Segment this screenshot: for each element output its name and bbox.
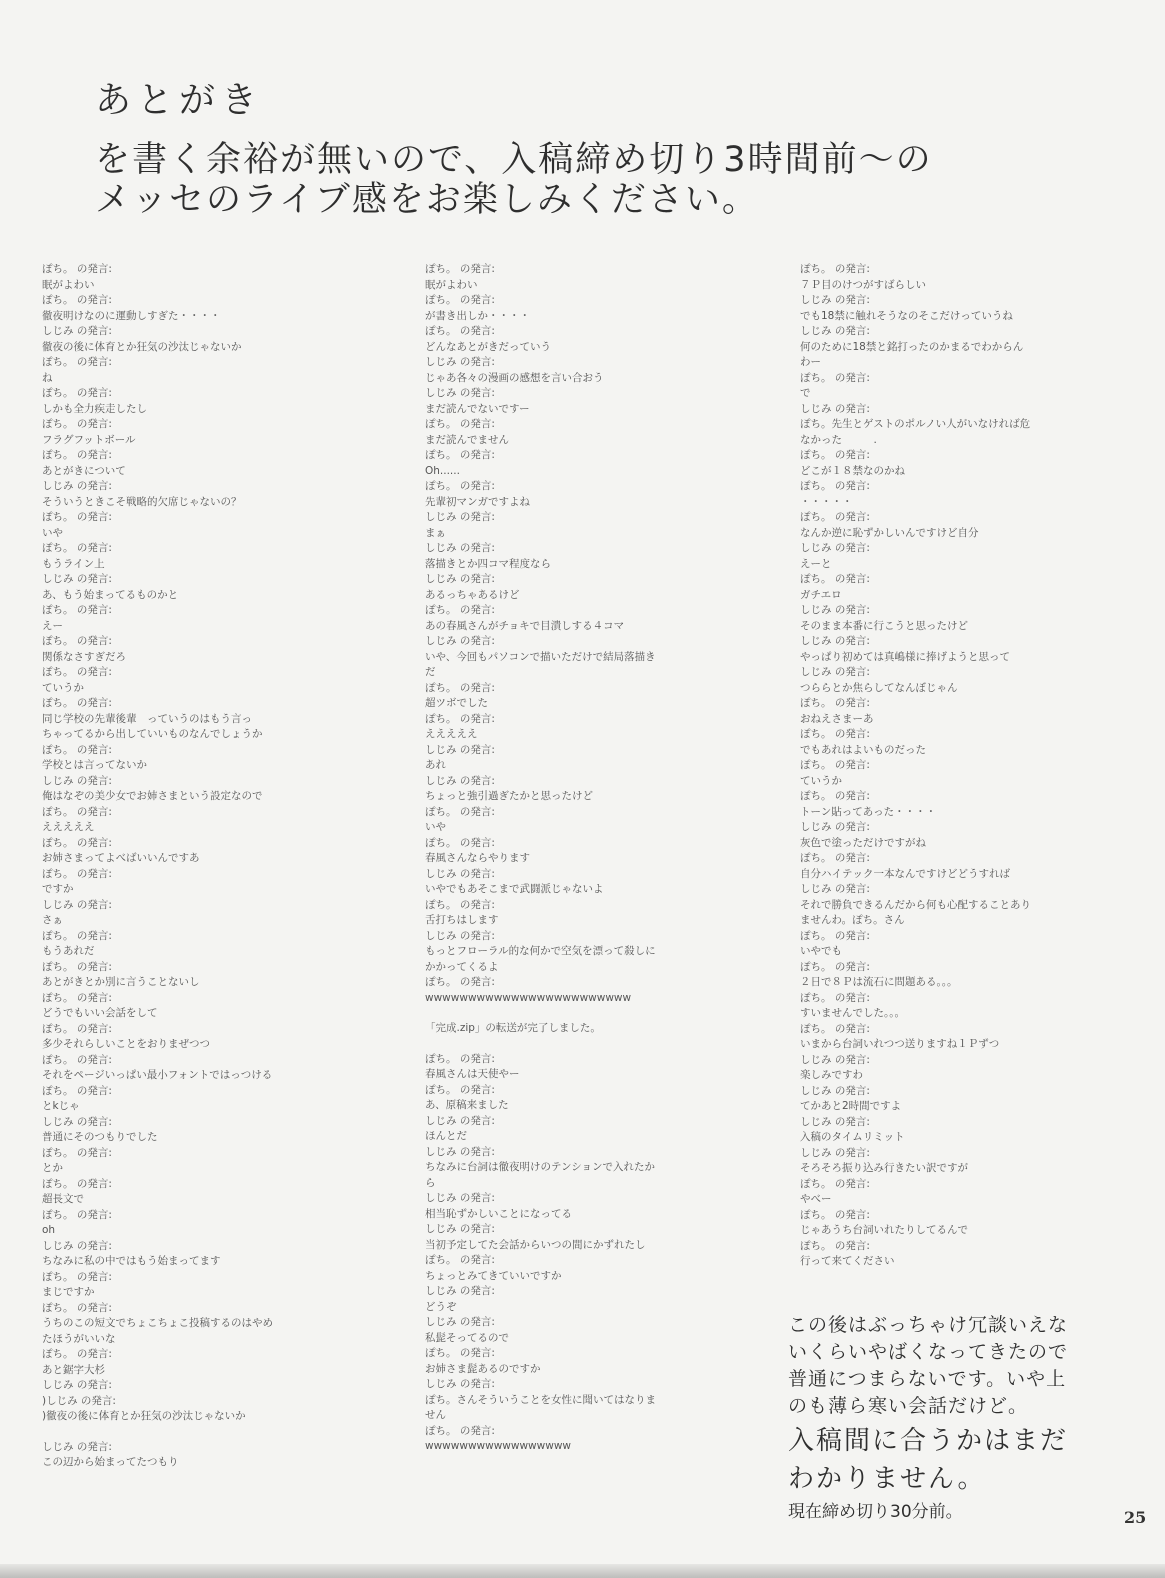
chat-line: ぽち。 の発言: — [425, 681, 495, 694]
chat-line: てかあと2時間ですよ — [800, 1100, 902, 1112]
chat-line: しじみ の発言: — [800, 402, 870, 415]
chat-line: いまから台詞いれつつ送りますね１Ｐずつ — [800, 1038, 1000, 1050]
chat-gap — [425, 1037, 755, 1052]
chat-line: ちょっとみてきていいですか — [425, 1269, 562, 1282]
chat-line: お姉さま髭あるのですか — [425, 1362, 541, 1375]
chat-line: 普通にそのつもりでした — [42, 1131, 158, 1143]
chat-line: いや、今回もパソコンで描いただけで結局落描き — [425, 650, 656, 663]
chat-line: ぽち。 の発言: — [425, 1254, 495, 1266]
chat-line: ぽち。 の発言: — [800, 371, 870, 384]
chat-line: ぽち。 の発言: — [800, 728, 870, 740]
chat-line: あとがきとか別に言うことないし — [42, 976, 200, 988]
chat-line: 関係なさすぎだろ — [42, 650, 126, 663]
chat-line: ぽち。 の発言: — [425, 976, 495, 988]
chat-line: ぽち。 の発言: — [42, 867, 112, 880]
chat-line: 自分ハイテック一本なんですけどどうすれば — [800, 867, 1010, 880]
chat-line: なんか逆に恥ずかしいんですけど自分 — [800, 526, 979, 539]
chat-line: しじみ の発言: — [425, 929, 495, 942]
chat-line: しじみ の発言: — [800, 1146, 870, 1159]
chat-line: 灰色で塗っただけですがね — [800, 836, 926, 849]
chat-line: 入稿のタイムリミット — [800, 1131, 905, 1143]
chat-line: ていうか — [42, 681, 84, 694]
chat-line: たほうがいいな — [42, 1332, 116, 1345]
chat-line: ７Ｐ目のけつがすばらしい — [800, 278, 926, 291]
chat-line: しじみ の発言: — [425, 774, 495, 787]
chat-line: しじみ の発言: — [425, 387, 495, 399]
afterword-subtitle-line-1: を書く余裕が無いので、入稿締め切り3時間前～の — [95, 140, 933, 180]
chat-line: ら — [425, 1176, 436, 1189]
chat-line: しじみ の発言: — [425, 1285, 495, 1297]
chat-line: 超長文で — [42, 1193, 84, 1205]
chat-line: どんなあとがきだっていう — [425, 340, 551, 353]
chat-line: あと鋸字大杉 — [42, 1363, 105, 1376]
chat-line: ぽち。 の発言: — [42, 418, 112, 430]
chat-line: ちゃってるから出していいものなんでしょうか — [42, 728, 263, 740]
chat-line: えー — [42, 619, 63, 632]
chat-line: もっとフローラル的な何かで空気を漂って殺しに — [425, 945, 656, 957]
chat-line: しじみ の発言: — [425, 511, 495, 523]
chat-line: すいませんでした。。。 — [800, 1007, 905, 1019]
chat-line: ぽち。 の発言: — [800, 449, 870, 461]
chat-line: ぽち。 の発言: — [42, 805, 112, 818]
chat-line: ぽち。 の発言: — [42, 356, 112, 368]
chat-line: ぽち。 の発言: — [42, 991, 112, 1004]
chat-line: 眠がよわい — [42, 278, 95, 291]
chat-line: )しじみ の発言: — [42, 1394, 116, 1407]
chat-line: えええええ — [42, 821, 95, 833]
chat-line: ぽち。 の発言: — [42, 1146, 112, 1159]
chat-line: しじみ の発言: — [800, 1115, 870, 1128]
chat-line: 舌打ちはします — [425, 914, 499, 926]
chat-line: あるっちゃあるけど — [425, 588, 520, 601]
chat-line: じゃあ各々の漫画の感想を言い合おう — [425, 371, 604, 384]
chat-line: ぽち。 の発言: — [425, 805, 495, 818]
chat-line: ぽち。 の発言: — [800, 1208, 870, 1221]
chat-line: ほんとだ — [425, 1130, 467, 1142]
chat-line: しじみ の発言: — [425, 542, 495, 554]
chat-line: しじみ の発言: — [800, 294, 870, 306]
chat-line: やべー — [800, 1193, 832, 1205]
chat-line: ２日で８Ｐは流石に問題ある。。。 — [800, 976, 958, 988]
chat-line: 同じ学校の先輩後輩 っていうのはもう言っ — [42, 712, 252, 725]
chat-line: かかってくるよ — [425, 960, 499, 973]
chat-line: えーと — [800, 557, 832, 570]
chat-line: どこが１８禁なのかね — [800, 464, 905, 477]
chat-line: ぽち。 の発言: — [425, 898, 495, 911]
chat-line: ぽち。 の発言: — [42, 1177, 112, 1190]
chat-line: さぁ — [42, 914, 63, 926]
chat-line: いやでも — [800, 945, 842, 957]
chat-line: 行って来てください — [800, 1255, 895, 1267]
chat-line: ぽち。 の発言: — [425, 836, 495, 849]
chat-log-column-2 — [425, 262, 755, 1455]
chat-line: 落描きとか四コマ程度なら — [425, 557, 551, 570]
chat-line: しじみ の発言: — [800, 635, 870, 647]
chat-line: でも18禁に触れそうなのそこだけっていうね — [800, 309, 1013, 322]
chat-line: もうライン上 — [42, 557, 105, 570]
chat-line: 超ツボでした — [425, 697, 488, 709]
chat-line: しじみ の発言: — [42, 480, 112, 492]
chat-line: どうぞ — [425, 1300, 457, 1313]
chat-line: ぽち。 の発言: — [800, 1177, 870, 1190]
chat-line: )徹夜の後に体育とか狂気の沙汰じゃないか — [42, 1410, 246, 1422]
chat-line: ぽち。 の発言: — [800, 1022, 870, 1035]
chat-line: わー — [800, 356, 821, 368]
chat-line: ぽち。 の発言: — [425, 1347, 495, 1359]
chat-line: しじみ の発言: — [42, 325, 112, 337]
chat-line: 俺はなぞの美少女でお姉さまという設定なので — [42, 790, 263, 802]
chat-line: しじみ の発言: — [800, 1084, 870, 1097]
chat-line: しじみ の発言: — [800, 325, 870, 337]
chat-line: しじみ の発言: — [800, 821, 870, 833]
chat-line: ぽち。 の発言: — [42, 697, 112, 709]
chat-line: しじみ の発言: — [800, 604, 870, 616]
chat-line: しじみ の発言: — [42, 1379, 112, 1391]
chat-line: そういうときこそ戦略的欠席じゃないの？ — [42, 495, 242, 508]
chat-line: ぽち。 の発言: — [42, 929, 112, 942]
chat-line: ぽち。 の発言: — [42, 1208, 112, 1221]
chat-line: ぽち。 の発言: — [42, 294, 112, 306]
chat-line: ぽち。 の発言: — [800, 573, 870, 585]
chat-line: ぽち。 の発言: — [800, 1239, 870, 1252]
chat-line: せん — [425, 1409, 446, 1421]
chat-line: まじですか — [42, 1286, 95, 1298]
chat-line: まぁ — [425, 526, 446, 539]
chat-line: 徹夜の後に体育とか狂気の沙汰じゃないか — [42, 340, 242, 353]
closing-note — [788, 1312, 1128, 1524]
chat-line: いや — [42, 526, 63, 539]
chat-line: ぽち。 の発言: — [425, 418, 495, 430]
chat-line: ぽち。 の発言: — [425, 263, 495, 275]
chat-line: ぽち。 の発言: — [42, 1053, 112, 1066]
chat-line: あとがきについて — [42, 464, 126, 477]
chat-line: しじみ の発言: — [425, 1145, 495, 1158]
chat-line: トーン貼ってあった・・・・ — [800, 805, 937, 818]
chat-line: とkじゃ — [42, 1100, 80, 1112]
chat-line: 先輩初マンガですよね — [425, 495, 530, 508]
chat-line: しじみ の発言: — [800, 542, 870, 554]
chat-line: oh — [42, 1224, 56, 1236]
chat-line: で — [800, 387, 811, 399]
closing-note-line: いくらいやばくなってきたので — [788, 1341, 1069, 1363]
closing-note-line: 普通につまらないです。いや上 — [788, 1368, 1067, 1390]
chat-line: あ、もう始まってるものかと — [42, 588, 179, 601]
chat-line: ていうか — [800, 774, 842, 787]
chat-line: だ — [425, 666, 436, 678]
chat-line: ぽち。先生とゲストのポルノい人がいなければ危 — [800, 418, 1031, 430]
chat-line: しじみ の発言: — [42, 1115, 112, 1128]
page-bottom-edge — [0, 1564, 1165, 1578]
chat-line: しじみ の発言: — [425, 1316, 495, 1328]
chat-line: ぽち。 の発言: — [42, 604, 112, 616]
chat-line: 春風さんは天使やー — [425, 1068, 520, 1080]
chat-line: いや — [425, 821, 446, 833]
chat-line: しじみ の発言: — [425, 1192, 495, 1204]
chat-line: ・・・・・ — [800, 495, 853, 508]
chat-line: しじみ の発言: — [42, 774, 112, 787]
chat-line: あ、原稿来ました — [425, 1099, 509, 1111]
chat-line: しじみ の発言: — [425, 573, 495, 585]
chat-line: ちなみに台詞は徹夜明けのテンションで入れたか — [425, 1161, 656, 1173]
chat-line: じゃあうち台詞いれたりしてるんで — [800, 1224, 968, 1236]
closing-note-emphasis-line: 入稿間に合うかはまだ — [788, 1426, 1069, 1456]
chat-log-column-3 — [800, 262, 1130, 1270]
chat-line: しじみ の発言: — [42, 573, 112, 585]
chat-line: ませんわ。ぽち。さん — [800, 914, 905, 926]
chat-line: 眠がよわい — [425, 278, 478, 291]
chat-line: やっぱり初めては真嶋様に捧げようと思って — [800, 650, 1010, 663]
chat-line: ぽち。 の発言: — [425, 1083, 495, 1096]
chat-line: ぽち。 の発言: — [800, 263, 870, 275]
chat-line: ぽち。 の発言: — [42, 1348, 112, 1360]
chat-line: wwwwwwwwwwwwwwwwwwwwwwww — [425, 991, 632, 1004]
chat-line: 相当恥ずかしいことになってる — [425, 1207, 572, 1220]
chat-line: 徹夜明けなのに運動しすぎた・・・・ — [42, 309, 221, 322]
chat-gap — [425, 1006, 755, 1021]
chat-line: おねえさまーあ — [800, 712, 874, 725]
chat-line: ぽち。さんそういうことを女性に聞いてはなりま — [425, 1393, 656, 1406]
deadline-remark: 現在締め切り30分前。 — [788, 1502, 963, 1522]
chat-line: 当初予定してた会話からいつの間にかずれたし — [425, 1238, 646, 1251]
chat-line: ぽち。 の発言: — [425, 1052, 495, 1065]
chat-line: ぽち。 の発言: — [42, 635, 112, 647]
chat-line: とか — [42, 1162, 63, 1174]
chat-line: 何のために18禁と銘打ったのかまるでわからん — [800, 340, 1024, 353]
chat-line: ですか — [42, 883, 74, 895]
chat-line: いやでもあそこまで武闘派じゃないよ — [425, 883, 604, 895]
chat-line: まだ読んでません — [425, 433, 509, 446]
chat-log-column-1 — [42, 262, 372, 1471]
chat-line: ぽち。 の発言: — [425, 449, 495, 461]
chat-line: ぽち。 の発言: — [425, 325, 495, 337]
chat-line: ぽち。 の発言: — [425, 294, 495, 306]
chat-line: あれ — [425, 759, 446, 771]
closing-note-line: のも薄ら寒い会話だけど。 — [788, 1395, 1029, 1417]
chat-line: ぽち。 の発言: — [42, 387, 112, 399]
chat-line: 「完成.zip」の転送が完了しました。 — [425, 1022, 601, 1034]
chat-line: しじみ の発言: — [425, 356, 495, 368]
chat-line: ぽち。 の発言: — [42, 542, 112, 554]
chat-line: しかも全力疾走したし — [42, 402, 147, 415]
chat-line: ちなみに私の中ではもう始まってます — [42, 1255, 221, 1267]
chat-line: この辺から始まってたつもり — [42, 1456, 179, 1468]
chat-line: ぽち。 の発言: — [42, 1022, 112, 1035]
closing-note-line: この後はぶっちゃけ冗談いえな — [788, 1314, 1069, 1336]
chat-line: それをページいっぱい最小フォントではっつける — [42, 1069, 273, 1081]
chat-line: フラグフットボール — [42, 433, 136, 446]
chat-line: ぽち。 の発言: — [800, 790, 870, 802]
chat-line: もうあれだ — [42, 945, 95, 957]
chat-line: しじみ の発言: — [425, 635, 495, 647]
chat-line: ぽち。 の発言: — [42, 263, 112, 275]
chat-line: 楽しみですわ — [800, 1069, 863, 1081]
chat-line: なかった . — [800, 433, 877, 446]
chat-line: 多少それらしいことをおりまぜつつ — [42, 1038, 210, 1050]
afterword-title: あとがき — [95, 80, 264, 121]
chat-line: wwwwwwwwwwwwwwwww — [425, 1440, 571, 1452]
chat-line: ぽち。 の発言: — [42, 960, 112, 973]
chat-line: しじみ の発言: — [425, 867, 495, 880]
page-number: 25 — [1124, 1508, 1147, 1527]
chat-line: ぽち。 の発言: — [42, 836, 112, 849]
chat-line: それで勝負できるんだから何も心配することあり — [800, 898, 1031, 911]
chat-line: ぽち。 の発言: — [42, 666, 112, 678]
chat-line: ぽち。 の発言: — [800, 697, 870, 709]
chat-line: まだ読んでないですー — [425, 402, 530, 415]
chat-line: ぽち。 の発言: — [42, 511, 112, 523]
chat-line: しじみ の発言: — [42, 1440, 112, 1453]
chat-line: ぽち。 の発言: — [800, 480, 870, 492]
chat-line: ちょっと強引過ぎたかと思ったけど — [425, 790, 593, 802]
chat-line: 春風さんならやります — [425, 852, 530, 864]
chat-line: ぽち。 の発言: — [800, 759, 870, 771]
chat-line: お姉さまってよべばいいんですあ — [42, 852, 200, 864]
chat-line: ぽち。 の発言: — [42, 1301, 112, 1314]
chat-gap — [42, 1425, 372, 1440]
chat-line: ぽち。 の発言: — [800, 511, 870, 523]
chat-line: どうでもいい会話をして — [42, 1007, 158, 1019]
chat-line: ぽち。 の発言: — [425, 712, 495, 725]
chat-line: Oh...... — [425, 464, 460, 477]
closing-note-emphasis-line: わかりません。 — [788, 1464, 986, 1494]
chat-line: でもあれはよいものだった — [800, 743, 926, 756]
chat-line: しじみ の発言: — [800, 1053, 870, 1066]
chat-line: しじみ の発言: — [42, 1239, 112, 1252]
chat-line: しじみ の発言: — [425, 743, 495, 756]
afterword-subtitle-line-2: メッセのライブ感をお楽しみください。 — [95, 180, 759, 220]
chat-line: ぽち。 の発言: — [42, 1084, 112, 1097]
chat-line: しじみ の発言: — [425, 1114, 495, 1127]
chat-line: しじみ の発言: — [425, 1378, 495, 1390]
chat-line: ね — [42, 371, 53, 384]
chat-line: しじみ の発言: — [800, 666, 870, 678]
chat-line: あの春風さんがチョキで目潰しする４コマ — [425, 619, 625, 632]
chat-line: ぽち。 の発言: — [425, 480, 495, 492]
chat-line: が書き出しか・・・・ — [425, 309, 530, 322]
chat-line: ぽち。 の発言: — [800, 929, 870, 942]
chat-line: ぽち。 の発言: — [42, 449, 112, 461]
chat-line: そろそろ振り込み行きたい訳ですが — [800, 1162, 968, 1174]
chat-line: ぽち。 の発言: — [42, 743, 112, 756]
chat-line: ぽち。 の発言: — [425, 1424, 495, 1437]
chat-line: えええええ — [425, 728, 478, 740]
chat-line: ガチエロ — [800, 588, 842, 601]
chat-line: ぽち。 の発言: — [425, 604, 495, 616]
chat-line: 学校とは言ってないか — [42, 759, 147, 771]
chat-line: うちのこの短文でちょこちょこ投稿するのはやめ — [42, 1317, 273, 1329]
chat-line: しじみ の発言: — [425, 1223, 495, 1235]
chat-line: そのまま本番に行こうと思ったけど — [800, 619, 968, 632]
chat-line: ぽち。 の発言: — [800, 991, 870, 1004]
chat-line: ぽち。 の発言: — [42, 1270, 112, 1283]
chat-line: つららとか焦らしてなんぼじゃん — [800, 681, 958, 694]
chat-line: ぽち。 の発言: — [800, 852, 870, 864]
chat-line: 私髭そってるので — [425, 1331, 509, 1344]
chat-line: しじみ の発言: — [800, 883, 870, 895]
chat-line: しじみ の発言: — [42, 898, 112, 911]
chat-line: ぽち。 の発言: — [800, 960, 870, 973]
